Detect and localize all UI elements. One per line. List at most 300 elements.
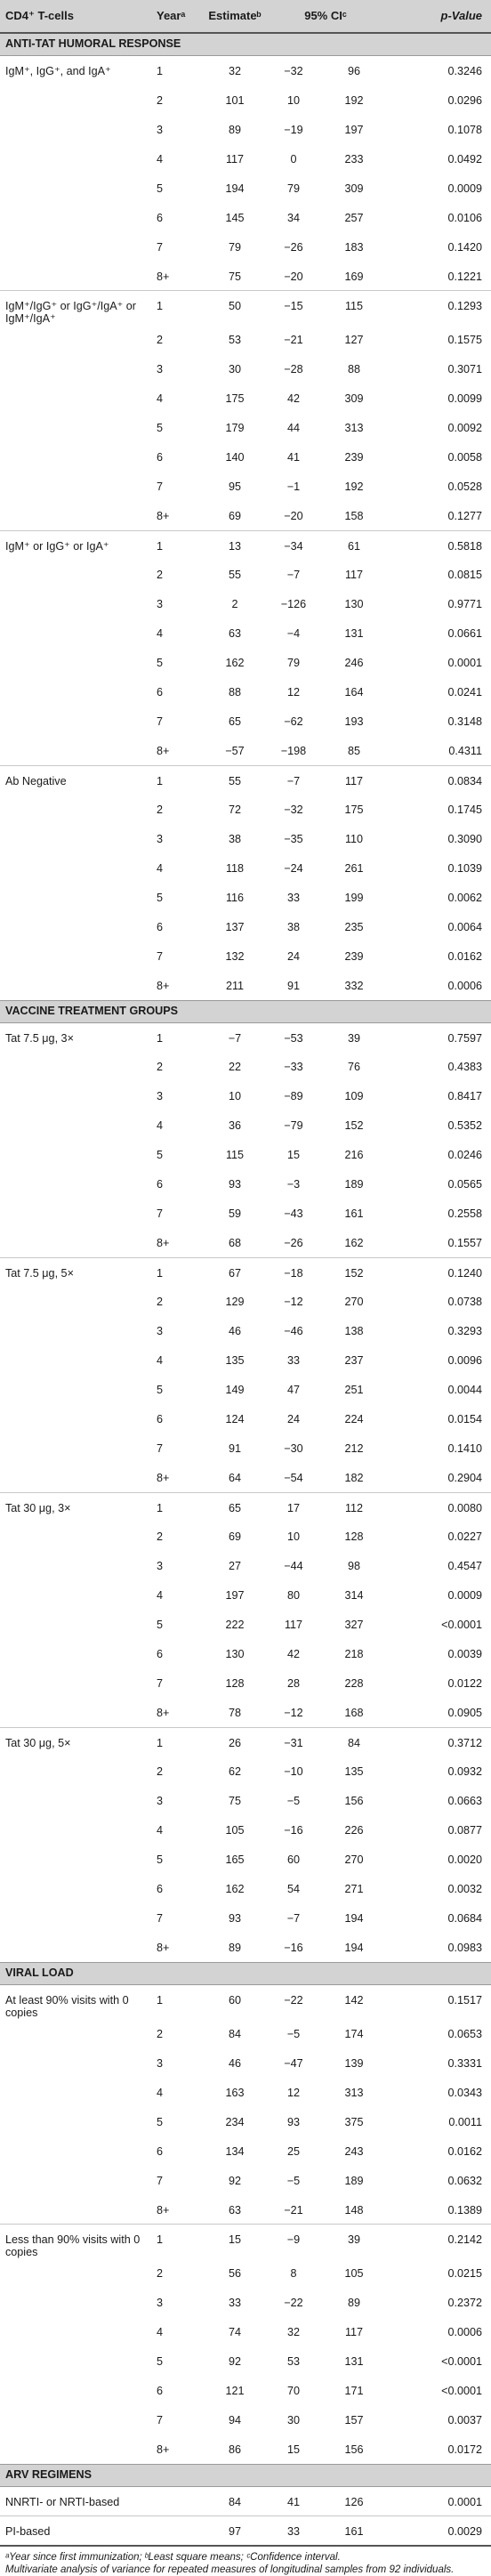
estimate-cell: 27	[228, 1560, 241, 1572]
ci-upper-cell: 235	[344, 921, 364, 933]
group-label-empty	[0, 2405, 157, 2435]
section-title: ARV REGIMENS	[0, 2464, 491, 2486]
table-row	[0, 115, 491, 144]
group-label-empty	[0, 1052, 157, 1081]
section-header-row	[0, 1000, 491, 1022]
ci-lower-cell: 33	[265, 2515, 322, 2545]
p-value-cell: 0.0058	[447, 451, 483, 464]
year-cell: 5	[157, 422, 164, 434]
table-row	[0, 1110, 491, 1140]
estimate-cell: 121	[225, 2385, 245, 2397]
year-cell: 1	[157, 2225, 205, 2259]
estimate-cell: 175	[225, 392, 245, 405]
ci-lower-cell: −32	[284, 803, 303, 816]
year-cell: 4	[157, 1354, 164, 1367]
ci-lower-cell: −3	[286, 1178, 301, 1191]
table-row	[0, 1815, 491, 1845]
ci-lower-cell: 0	[290, 152, 297, 166]
ci-upper-cell: 257	[344, 211, 364, 224]
estimate-cell: 75	[228, 270, 241, 283]
group-label-empty	[0, 2346, 157, 2376]
group-label-empty	[0, 203, 157, 232]
ci-upper-cell: 243	[344, 2144, 364, 2158]
table-row	[0, 589, 491, 618]
estimate-cell: 140	[225, 451, 245, 464]
year-cell: 3	[157, 1560, 164, 1572]
p-value-cell: 0.1039	[447, 862, 483, 875]
p-value-cell: 0.0653	[447, 2027, 483, 2040]
table-row	[0, 1140, 491, 1169]
ci-upper-cell: 135	[344, 1765, 364, 1778]
p-value-cell: 0.1293	[386, 291, 491, 326]
year-cell: 8+	[157, 745, 170, 757]
ci-upper-cell: 332	[344, 980, 364, 992]
ci-lower-cell: −31	[265, 1727, 322, 1756]
ci-lower-cell: 12	[286, 2086, 300, 2099]
p-value-cell: 0.1389	[447, 2203, 483, 2217]
ci-lower-cell: 44	[286, 422, 300, 434]
ci-lower-cell: 38	[286, 921, 300, 933]
year-cell: 7	[157, 1912, 164, 1925]
table-row	[0, 677, 491, 707]
estimate-cell: 62	[228, 1765, 241, 1778]
estimate-cell: 162	[225, 657, 245, 669]
p-value-cell: 0.2372	[447, 2297, 483, 2309]
group-label-empty	[0, 144, 157, 174]
ci-lower-cell: 10	[286, 1530, 300, 1543]
group-label-empty	[0, 115, 157, 144]
table-row	[0, 1668, 491, 1698]
ci-lower-cell: −24	[284, 862, 303, 875]
ci-lower-cell: 91	[286, 980, 300, 992]
estimate-cell: 179	[225, 422, 245, 434]
ci-lower-cell: 42	[286, 1648, 300, 1660]
estimate-cell: 38	[228, 833, 241, 845]
year-cell: 3	[157, 2297, 164, 2309]
group-label-empty	[0, 1551, 157, 1580]
year-cell: 3	[157, 363, 164, 375]
p-value-cell: <0.0001	[441, 2355, 483, 2368]
table-row	[0, 707, 491, 736]
ci-upper-cell: 162	[344, 1237, 364, 1249]
ci-upper-cell: 39	[348, 1031, 361, 1045]
year-cell: 6	[157, 1178, 164, 1191]
ci-lower-cell: −35	[284, 833, 303, 845]
ci-lower-cell: 60	[286, 1853, 300, 1866]
group-label-empty	[0, 589, 157, 618]
estimate-cell: 89	[228, 123, 241, 136]
table-row	[0, 736, 491, 765]
p-value-cell: 0.0905	[447, 1707, 483, 1719]
ci-lower-cell: −1	[286, 480, 301, 493]
group-label-empty	[0, 1668, 157, 1698]
table-row	[0, 618, 491, 648]
ci-upper-cell: 112	[322, 1492, 386, 1522]
estimate-cell: 46	[228, 2056, 241, 2070]
p-value-cell: 0.1078	[447, 123, 483, 136]
ci-lower-cell: −7	[286, 569, 301, 581]
p-value-cell: 0.1277	[447, 510, 483, 522]
estimate-cell: 86	[228, 2443, 241, 2456]
p-value-cell: 0.0037	[447, 2414, 483, 2427]
ci-upper-cell: 156	[344, 1795, 364, 1807]
year-cell: 8+	[157, 1707, 170, 1719]
group-label-empty	[0, 1815, 157, 1845]
ci-lower-cell: −20	[284, 510, 303, 522]
group-label-empty	[0, 1375, 157, 1404]
p-value-cell: 0.0044	[447, 1384, 483, 1396]
estimate-cell: 64	[228, 1472, 241, 1484]
table-row	[0, 2225, 491, 2259]
table-row	[0, 941, 491, 971]
table-row	[0, 2317, 491, 2346]
year-cell: 5	[157, 657, 164, 669]
group-label-empty	[0, 1580, 157, 1610]
estimate-cell: 128	[225, 1677, 245, 1690]
ci-lower-cell: 117	[284, 1619, 303, 1631]
p-value-cell: 0.9771	[447, 598, 483, 610]
ci-upper-cell: 183	[344, 240, 364, 254]
ci-lower-cell: −53	[284, 1031, 303, 1045]
ci-upper-cell: 131	[344, 2355, 364, 2368]
ci-lower-cell: 53	[286, 2355, 300, 2368]
ci-lower-cell: 93	[286, 2115, 300, 2128]
year-cell: 5	[157, 1853, 164, 1866]
group-label-empty	[0, 1522, 157, 1551]
p-value-cell: 0.0096	[447, 1354, 483, 1367]
group-label-empty	[0, 2048, 157, 2078]
year-cell: 7	[157, 1442, 164, 1455]
group-label: Tat 7.5 μg, 5×	[0, 1257, 157, 1287]
group-label: Ab Negative	[0, 765, 157, 795]
year-cell: 6	[157, 686, 164, 699]
ci-upper-cell: 109	[344, 1090, 364, 1102]
ci-upper-cell: 224	[344, 1413, 364, 1425]
p-value-cell: 0.0029	[386, 2515, 491, 2545]
ci-lower-cell: 28	[286, 1677, 300, 1690]
ci-upper-cell: 156	[344, 2443, 364, 2456]
table-row	[0, 824, 491, 853]
group-label-empty	[0, 1404, 157, 1433]
ci-upper-cell: 96	[348, 65, 361, 77]
group-label-empty	[0, 1903, 157, 1933]
table-row	[0, 1052, 491, 1081]
ci-lower-cell: 30	[286, 2414, 300, 2427]
year-cell: 1	[157, 1031, 164, 1045]
ci-upper-cell: 309	[344, 392, 364, 405]
ci-upper-cell: 98	[348, 1560, 361, 1572]
ci-lower-cell: −198	[280, 745, 307, 757]
ci-lower-cell: 24	[286, 1413, 300, 1425]
group-label: Tat 7.5 μg, 3×	[5, 1031, 74, 1045]
ci-lower-cell: 54	[286, 1883, 300, 1895]
group-label: Tat 30 μg, 3×	[0, 1492, 157, 1522]
estimate-cell: 2	[231, 598, 238, 610]
estimate-cell: 162	[225, 1883, 245, 1895]
year-cell: 1	[157, 530, 205, 560]
ci-lower-cell: −12	[284, 1296, 303, 1308]
ci-upper-cell: 212	[344, 1442, 364, 1455]
table-row	[0, 2019, 491, 2048]
ci-upper-cell: 182	[344, 1472, 364, 1484]
estimate-cell: 234	[225, 2115, 245, 2128]
group-label-empty	[0, 1110, 157, 1140]
estimate-cell: 92	[228, 2355, 241, 2368]
year-cell: 2	[157, 1765, 164, 1778]
table-row	[0, 413, 491, 442]
p-value-cell: 0.0632	[447, 2174, 483, 2187]
year-cell: 1	[157, 291, 205, 326]
estimate-cell: 91	[228, 1442, 241, 1455]
table-row	[0, 1756, 491, 1786]
group-label-empty	[0, 1786, 157, 1815]
year-cell: 6	[157, 1413, 164, 1425]
estimate-cell: 22	[228, 1061, 241, 1073]
p-value-cell: 0.0162	[447, 950, 483, 963]
year-cell: 5	[157, 2115, 164, 2128]
p-value-cell: 0.5352	[447, 1119, 483, 1132]
header-95-ci: 95% CIᶜ	[265, 0, 386, 33]
estimate-cell: 130	[225, 1648, 245, 1660]
year-cell: 7	[157, 2414, 164, 2427]
estimate-cell: 10	[228, 1090, 241, 1102]
year-cell: 4	[157, 2086, 164, 2099]
ci-upper-cell: 130	[344, 598, 364, 610]
estimate-cell: 72	[228, 803, 241, 816]
ci-lower-cell: −16	[284, 1942, 303, 1954]
ci-upper-cell: 174	[344, 2027, 364, 2040]
year-cell	[157, 2515, 205, 2545]
estimate-cell: 118	[225, 862, 245, 875]
p-value-cell: 0.0006	[447, 2326, 483, 2338]
estimate-cell: 194	[225, 182, 245, 195]
estimate-cell: 67	[205, 1257, 265, 1287]
section-title: VACCINE TREATMENT GROUPS	[0, 1000, 491, 1022]
ci-upper-cell: 138	[344, 1325, 364, 1337]
ci-lower-cell: 41	[286, 451, 300, 464]
group-label-empty	[0, 1081, 157, 1110]
ci-upper-cell: 117	[344, 2326, 364, 2338]
ci-upper-cell: 261	[344, 862, 364, 875]
group-label: At least 90% visits with 0 copies	[5, 1993, 129, 2019]
group-label-empty	[0, 232, 157, 262]
section-title: ANTI-TAT HUMORAL RESPONSE	[0, 33, 491, 56]
group-label-empty	[0, 2136, 157, 2166]
group-label-empty	[0, 1169, 157, 1199]
ci-lower-cell: 24	[286, 950, 300, 963]
estimate-cell: 13	[205, 530, 265, 560]
p-value-cell: <0.0001	[441, 2385, 483, 2397]
table-row	[0, 85, 491, 115]
ci-upper-cell: 126	[344, 2495, 364, 2508]
year-cell: 1	[157, 765, 205, 795]
table-row	[0, 2515, 491, 2545]
group-label-empty	[0, 2288, 157, 2317]
group-label-empty	[0, 354, 157, 384]
estimate-cell: 84	[228, 2495, 241, 2508]
year-cell: 5	[157, 1149, 164, 1161]
table-row	[0, 442, 491, 472]
ci-upper-cell: 117	[344, 569, 364, 581]
estimate-cell: 65	[205, 1492, 265, 1522]
year-cell: 4	[157, 862, 164, 875]
p-value-cell: 0.0492	[447, 152, 483, 166]
estimate-cell: 46	[228, 1325, 241, 1337]
estimate-cell: −57	[225, 745, 245, 757]
p-value-cell: 0.0172	[447, 2443, 483, 2456]
year-cell: 8+	[157, 1942, 170, 1954]
year-cell: 6	[157, 211, 164, 224]
year-cell: 4	[157, 152, 164, 166]
table-row	[0, 325, 491, 354]
p-value-cell: 0.3148	[447, 715, 483, 728]
ci-lower-cell: −26	[284, 1237, 303, 1249]
p-value-cell: 0.7597	[447, 1031, 483, 1045]
ci-lower-cell: 42	[286, 392, 300, 405]
year-cell: 7	[157, 1207, 164, 1220]
estimate-cell: 75	[228, 1795, 241, 1807]
p-value-cell: 0.5818	[386, 530, 491, 560]
table-row	[0, 530, 491, 560]
group-label-empty	[0, 501, 157, 530]
year-cell: 3	[157, 123, 164, 136]
table-row	[0, 501, 491, 530]
table-row	[0, 1345, 491, 1375]
table-row	[0, 1257, 491, 1287]
group-label-empty	[0, 1698, 157, 1727]
year-cell: 2	[157, 803, 164, 816]
ci-lower-cell: 41	[286, 2495, 300, 2508]
group-label-empty	[0, 736, 157, 765]
group-label-empty	[0, 472, 157, 501]
section-header-row	[0, 33, 491, 56]
ci-upper-cell: 251	[344, 1384, 364, 1396]
header-year: Yearᵃ	[157, 0, 205, 33]
section-title: VIRAL LOAD	[0, 1962, 491, 1984]
estimate-cell: 116	[225, 892, 245, 904]
group-label-empty	[0, 941, 157, 971]
table-row	[0, 2048, 491, 2078]
year-cell: 7	[157, 480, 164, 493]
table-row	[0, 203, 491, 232]
p-value-cell: 0.0834	[386, 765, 491, 795]
p-value-cell: 0.1410	[447, 1442, 483, 1455]
ci-lower-cell: 70	[286, 2385, 300, 2397]
table-row	[0, 2166, 491, 2195]
p-value-cell: 0.0011	[448, 2115, 483, 2128]
table-row	[0, 1639, 491, 1668]
estimate-cell: 132	[225, 950, 245, 963]
ci-lower-cell: −89	[284, 1090, 303, 1102]
ci-upper-cell: 192	[344, 480, 364, 493]
estimate-cell: 95	[228, 480, 241, 493]
table-row	[0, 648, 491, 677]
ci-lower-cell: 33	[286, 1354, 300, 1367]
p-value-cell: 0.1221	[447, 270, 483, 283]
year-cell: 3	[157, 1090, 164, 1102]
group-label: PI-based	[0, 2515, 157, 2545]
group-label-empty	[0, 1874, 157, 1903]
year-cell: 8+	[157, 1237, 170, 1249]
footnote-definitions: ᵃYear since first immunization; ᵇLeast square means; ᶜConfidence interval.	[5, 2552, 341, 2563]
p-value-cell: 0.0246	[447, 1149, 483, 1161]
p-value-cell: 0.0528	[447, 480, 483, 493]
table-row	[0, 971, 491, 1000]
p-value-cell: 0.0062	[447, 892, 483, 904]
estimate-cell: 145	[225, 211, 245, 224]
estimate-cell: 63	[228, 627, 241, 640]
estimate-cell: 50	[205, 291, 265, 326]
ci-upper-cell: 193	[344, 715, 364, 728]
ci-upper-cell: 157	[344, 2414, 364, 2427]
table-row	[0, 560, 491, 589]
ci-lower-cell: −21	[284, 2203, 303, 2217]
ci-lower-cell: −47	[284, 2056, 303, 2070]
year-cell: 5	[157, 2355, 164, 2368]
estimate-cell: 101	[225, 93, 245, 107]
ci-upper-cell: 197	[344, 123, 364, 136]
estimate-cell: 56	[228, 2267, 241, 2280]
ci-upper-cell: 142	[344, 1993, 364, 2007]
p-value-cell: 0.0241	[447, 686, 483, 699]
ci-lower-cell: −30	[284, 1442, 303, 1455]
p-value-cell: 0.0877	[447, 1824, 483, 1837]
estimate-cell: 105	[225, 1824, 245, 1837]
year-cell: 3	[157, 1325, 164, 1337]
estimate-cell: 93	[228, 1912, 241, 1925]
year-cell: 2	[157, 1530, 164, 1543]
group-label-empty	[0, 853, 157, 883]
ci-lower-cell: −43	[284, 1207, 303, 1220]
table-row	[0, 1610, 491, 1639]
group-label: Less than 90% visits with 0 copies	[0, 2225, 157, 2259]
group-label: NNRTI- or NRTI-based	[5, 2495, 120, 2508]
ci-upper-cell: 39	[322, 2225, 386, 2259]
table-row	[0, 262, 491, 291]
table-row	[0, 1228, 491, 1257]
p-value-cell: 0.0565	[447, 1178, 483, 1191]
ci-upper-cell: 152	[322, 1257, 386, 1287]
group-label-empty	[0, 1140, 157, 1169]
group-label-empty	[0, 2376, 157, 2405]
ci-upper-cell: 194	[344, 1942, 364, 1954]
group-label-empty	[0, 1345, 157, 1375]
table-row	[0, 232, 491, 262]
year-cell: 7	[157, 240, 164, 254]
year-cell: 4	[157, 2326, 164, 2338]
table-row	[0, 1433, 491, 1463]
year-cell: 1	[157, 65, 164, 77]
table-row	[0, 1492, 491, 1522]
ci-upper-cell: 158	[344, 510, 364, 522]
p-value-cell: 0.0064	[447, 921, 483, 933]
ci-upper-cell: 192	[344, 93, 364, 107]
header-p-value: p-Value	[386, 0, 491, 33]
ci-lower-cell: 80	[286, 1589, 300, 1602]
group-label-empty	[0, 262, 157, 291]
ci-upper-cell: 175	[344, 803, 364, 816]
ci-upper-cell: 127	[344, 334, 364, 346]
table-footnotes	[0, 2545, 491, 2576]
ci-upper-cell: 239	[344, 451, 364, 464]
estimate-cell: 134	[225, 2144, 245, 2158]
table-row	[0, 1199, 491, 1228]
ci-lower-cell: 8	[290, 2267, 297, 2280]
p-value-cell: 0.0162	[447, 2144, 483, 2158]
year-cell: 7	[157, 1677, 164, 1690]
year-cell: 8+	[157, 1472, 170, 1484]
ci-lower-cell: −7	[265, 765, 322, 795]
